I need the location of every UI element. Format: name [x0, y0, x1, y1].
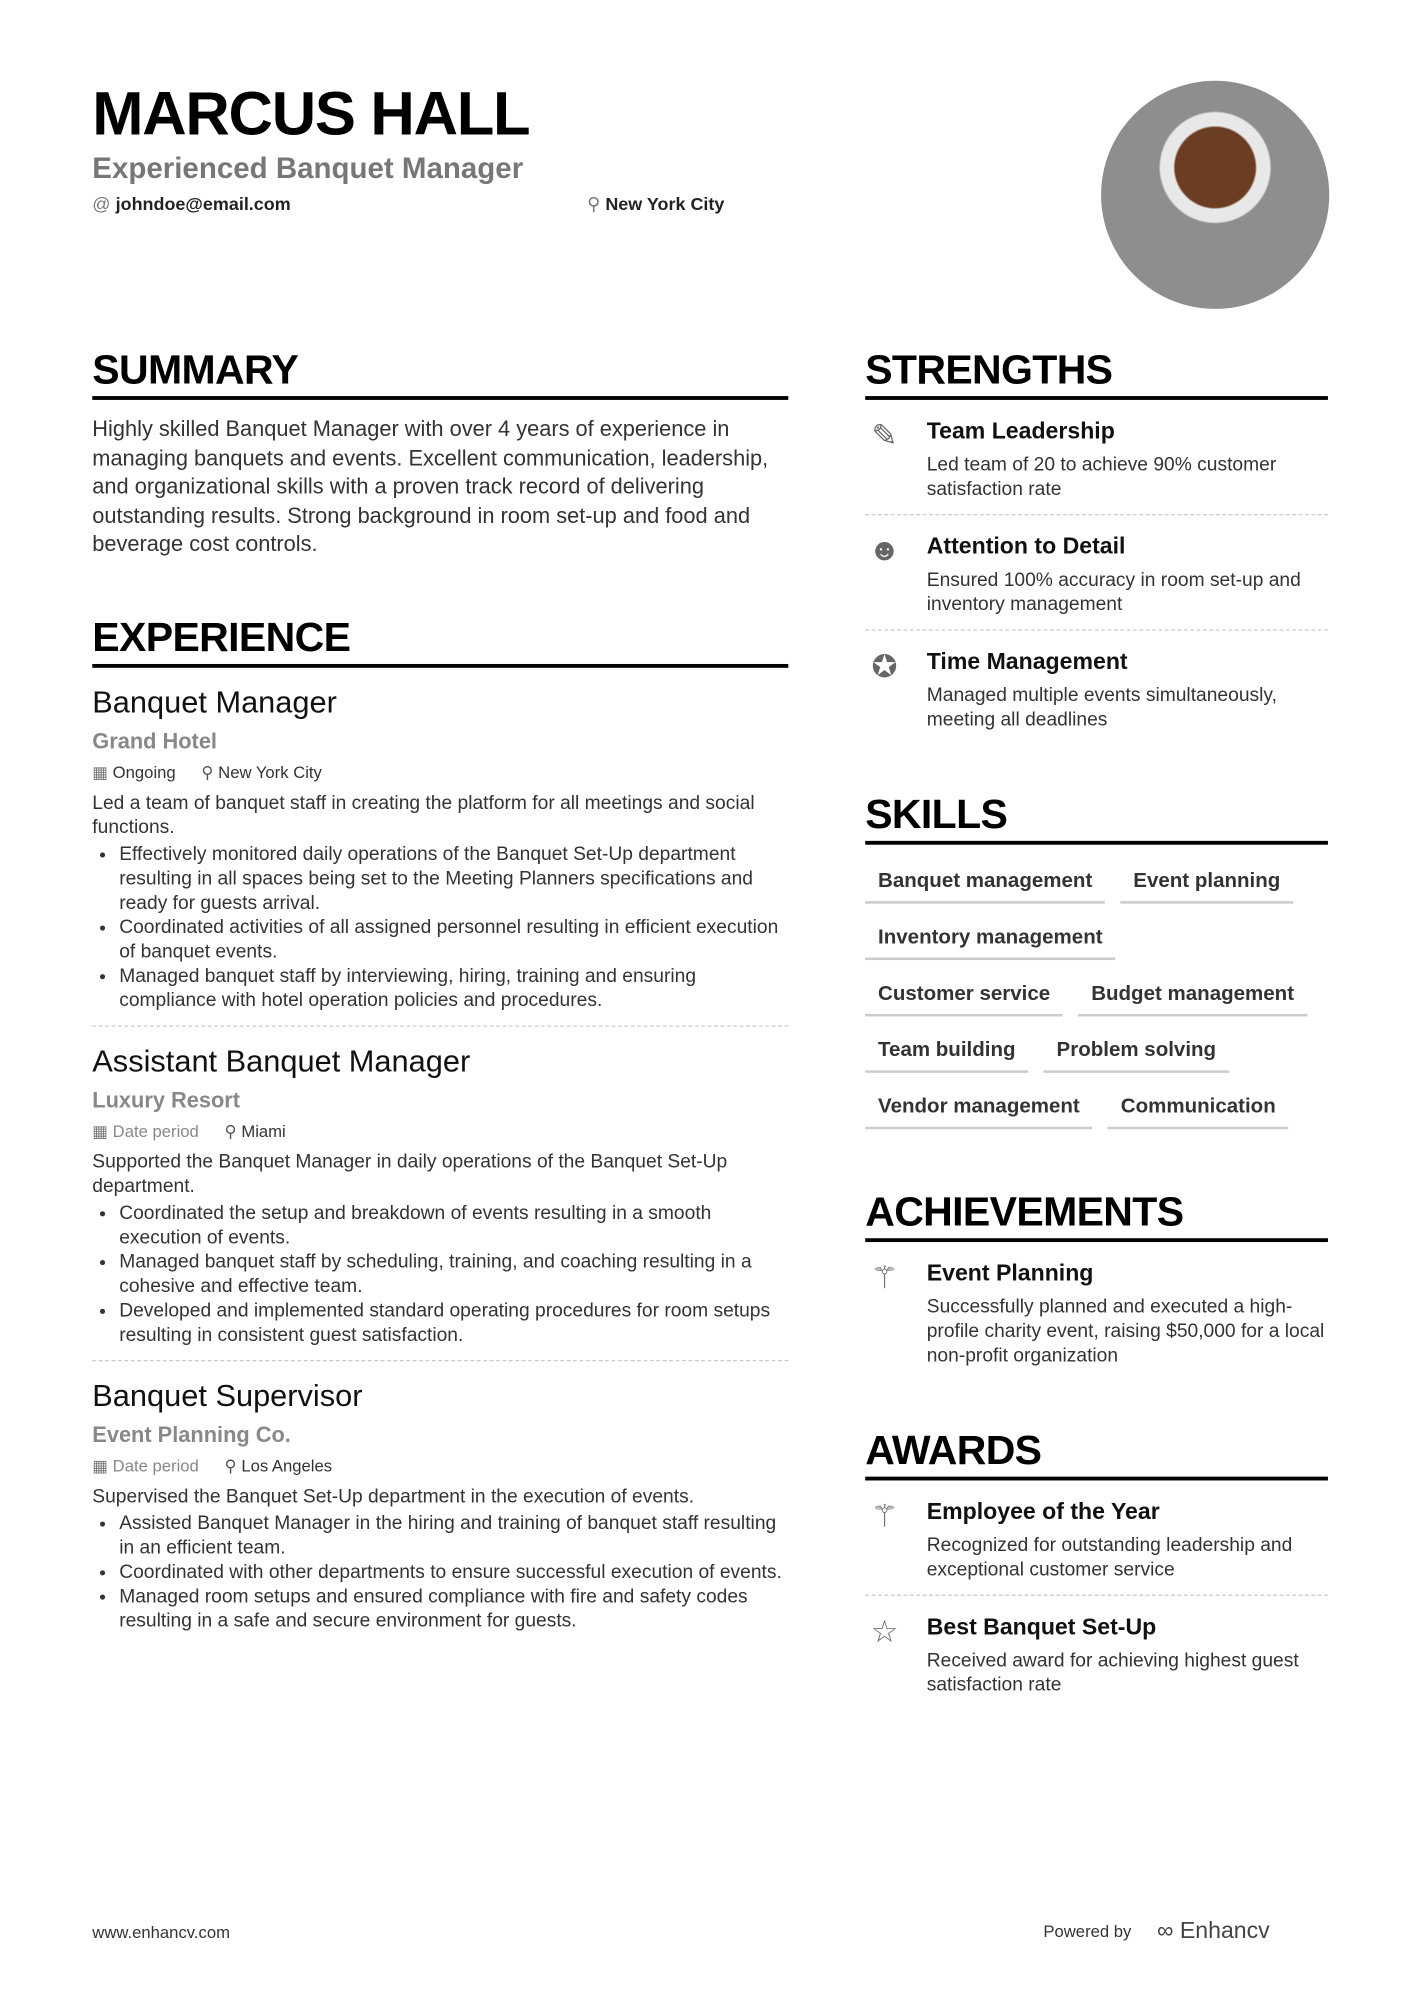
achievements-heading: ACHIEVEMENTS — [865, 1188, 1328, 1242]
summary-text: Highly skilled Banquet Manager with over 4 years of experience in managing banquets and events. Excellent communication, leadership, and organizational skills with a proven track record of delivering outstanding results. Strong background in room set-up and food and beverage cost controls. — [92, 416, 769, 557]
skill-tag: Customer service — [865, 973, 1063, 1017]
strengths-item-desc: Led team of 20 to achieve 90% customer satisfaction rate — [926, 453, 1277, 500]
strengths-item — [865, 400, 1328, 515]
job-location: New York City — [218, 762, 322, 782]
star-icon: ☆ — [870, 1615, 899, 1650]
calendar-icon: ▦ — [92, 762, 113, 782]
profile-photo — [1101, 81, 1329, 309]
strengths-item-title: Time Management — [926, 648, 1128, 675]
awards-item — [865, 1480, 1328, 1595]
job-bullets — [92, 1511, 788, 1633]
location-pin-icon: ⚲ — [587, 193, 601, 215]
skill-tag: Banquet management — [865, 860, 1105, 904]
wand-star-icon: ⚚ — [870, 1261, 899, 1296]
calendar-icon: ▦ — [92, 1455, 113, 1475]
job-location: Miami — [241, 1120, 286, 1141]
experience-list — [92, 685, 788, 1632]
job-description: Supported the Banquet Manager in daily operations of the Banquet Set-Up department. — [92, 1150, 728, 1197]
location-pin-icon: ⚲ — [224, 1120, 242, 1141]
awards-item-desc: Recognized for outstanding leadership and exceptional customer service — [926, 1534, 1293, 1581]
achievements-list — [865, 1242, 1328, 1380]
enhancv-brand: Enhancv — [1179, 1917, 1270, 1944]
achievements-item-title: Event Planning — [926, 1260, 1094, 1286]
email-text: johndoe@email.com — [115, 193, 291, 215]
job-company: Event Planning Co. — [92, 1422, 291, 1447]
job-bullet: • Developed and implemented standard operating procedures for room setups resulting in consistent guest satisfaction. — [119, 1298, 788, 1347]
candidate-title: Experienced Banquet Manager — [92, 151, 524, 185]
enhancv-logo-icon: ∞ — [1157, 1917, 1180, 1944]
strengths-heading: STRENGTHS — [865, 346, 1328, 400]
job-date: Date period — [112, 1455, 199, 1475]
skill-tag: Communication — [1108, 1086, 1289, 1130]
awards-heading: AWARDS — [865, 1427, 1328, 1481]
job-bullet: • Assisted Banquet Manager in the hiring and training of banquet staff resulting in an efficient team. — [119, 1511, 788, 1560]
job-bullet: • Coordinated with other departments to ensure successful execution of events. — [119, 1559, 788, 1583]
strengths-item-desc: Managed multiple events simultaneously, meeting all deadlines — [926, 684, 1277, 731]
job-bullet: • Effectively monitored daily operations of the Banquet Set-Up department resulting in all spaces being set to the Meeting Planners specifications and ready for guests arrival. — [119, 842, 788, 915]
skill-tag: Vendor management — [865, 1086, 1092, 1130]
awards-item-title: Employee of the Year — [926, 1498, 1160, 1525]
calendar-icon: ▦ — [92, 1120, 113, 1141]
divider — [92, 1359, 788, 1360]
awards-item-title: Best Banquet Set-Up — [926, 1613, 1157, 1640]
divider — [92, 1025, 788, 1026]
wand-star-icon: ⚚ — [870, 1499, 899, 1535]
job-description: Led a team of banquet staff in creating the platform for all meetings and social functions. — [92, 791, 755, 838]
strengths-item-desc: Ensured 100% accuracy in room set-up and inventory management — [926, 569, 1301, 616]
skills-heading: SKILLS — [865, 791, 1328, 845]
location-pin-icon: ⚲ — [201, 762, 219, 782]
job-entry — [92, 685, 788, 1026]
strengths-item-title: Attention to Detail — [926, 533, 1126, 559]
enhancv-logo — [1157, 1918, 1270, 1945]
skills-list — [865, 860, 1328, 1142]
job-title: Banquet Manager — [92, 685, 337, 720]
strengths-list — [865, 400, 1328, 745]
job-bullet: • Coordinated activities of all assigned personnel resulting in efficient execution of banquet events. — [119, 915, 788, 964]
location-contact — [587, 194, 724, 216]
job-date: Date period — [112, 1120, 199, 1141]
skill-tag: Inventory management — [865, 916, 1115, 960]
job-bullets — [92, 842, 788, 1012]
footer-url[interactable]: www.enhancv.com — [92, 1922, 230, 1942]
job-entry — [92, 1044, 788, 1361]
award-ribbon-icon: ✪ — [871, 649, 898, 685]
location-text: New York City — [605, 193, 725, 215]
magic-wand-icon: ✎ — [871, 419, 898, 454]
awards-list — [865, 1480, 1328, 1709]
job-bullets — [92, 1200, 788, 1346]
job-company: Grand Hotel — [92, 728, 218, 754]
skill-tag: Problem solving — [1044, 1029, 1229, 1073]
job-bullet: • Managed banquet staff by scheduling, training, and coaching resulting in a cohesive and effective team. — [119, 1249, 788, 1298]
job-bullet: • Coordinated the setup and breakdown of events resulting in a smooth execution of events. — [119, 1200, 788, 1249]
job-bullet: • Managed banquet staff by interviewing, hiring, training and ensuring compliance with hotel operation policies and procedures. — [119, 963, 788, 1012]
email-contact[interactable] — [92, 194, 290, 215]
job-bullet: • Managed room setups and ensured compliance with fire and safety codes resulting in a safe and secure environment for guests. — [119, 1584, 788, 1633]
skill-tag: Event planning — [1120, 860, 1293, 904]
skill-tag: Team building — [865, 1029, 1028, 1073]
job-entry — [92, 1379, 788, 1633]
strengths-item — [865, 515, 1328, 630]
summary-heading: SUMMARY — [92, 346, 788, 400]
location-pin-icon: ⚲ — [224, 1455, 242, 1475]
job-location: Los Angeles — [241, 1455, 333, 1475]
strengths-item-title: Team Leadership — [926, 417, 1115, 444]
powered-by-label: Powered by — [1043, 1921, 1132, 1941]
job-date: Ongoing — [112, 762, 176, 782]
experience-heading: EXPERIENCE — [92, 613, 788, 667]
job-company: Luxury Resort — [92, 1087, 241, 1112]
awards-item-desc: Received award for achieving highest guest satisfaction rate — [926, 1649, 1299, 1696]
head-brain-icon: ☻ — [868, 533, 901, 568]
awards-item — [865, 1596, 1328, 1710]
achievements-item — [865, 1242, 1328, 1380]
skill-tag: Budget management — [1078, 973, 1306, 1017]
job-title: Assistant Banquet Manager — [92, 1044, 471, 1079]
strengths-item — [865, 631, 1328, 745]
job-description: Supervised the Banquet Set-Up department in the execution of events. — [92, 1484, 695, 1507]
achievements-item-desc: Successfully planned and executed a high-profile charity event, raising $50,000 for a local non-profit organization — [926, 1295, 1325, 1367]
job-title: Banquet Supervisor — [92, 1378, 363, 1414]
at-icon: @ — [92, 193, 111, 215]
candidate-name: MARCUS HALL — [92, 80, 530, 149]
